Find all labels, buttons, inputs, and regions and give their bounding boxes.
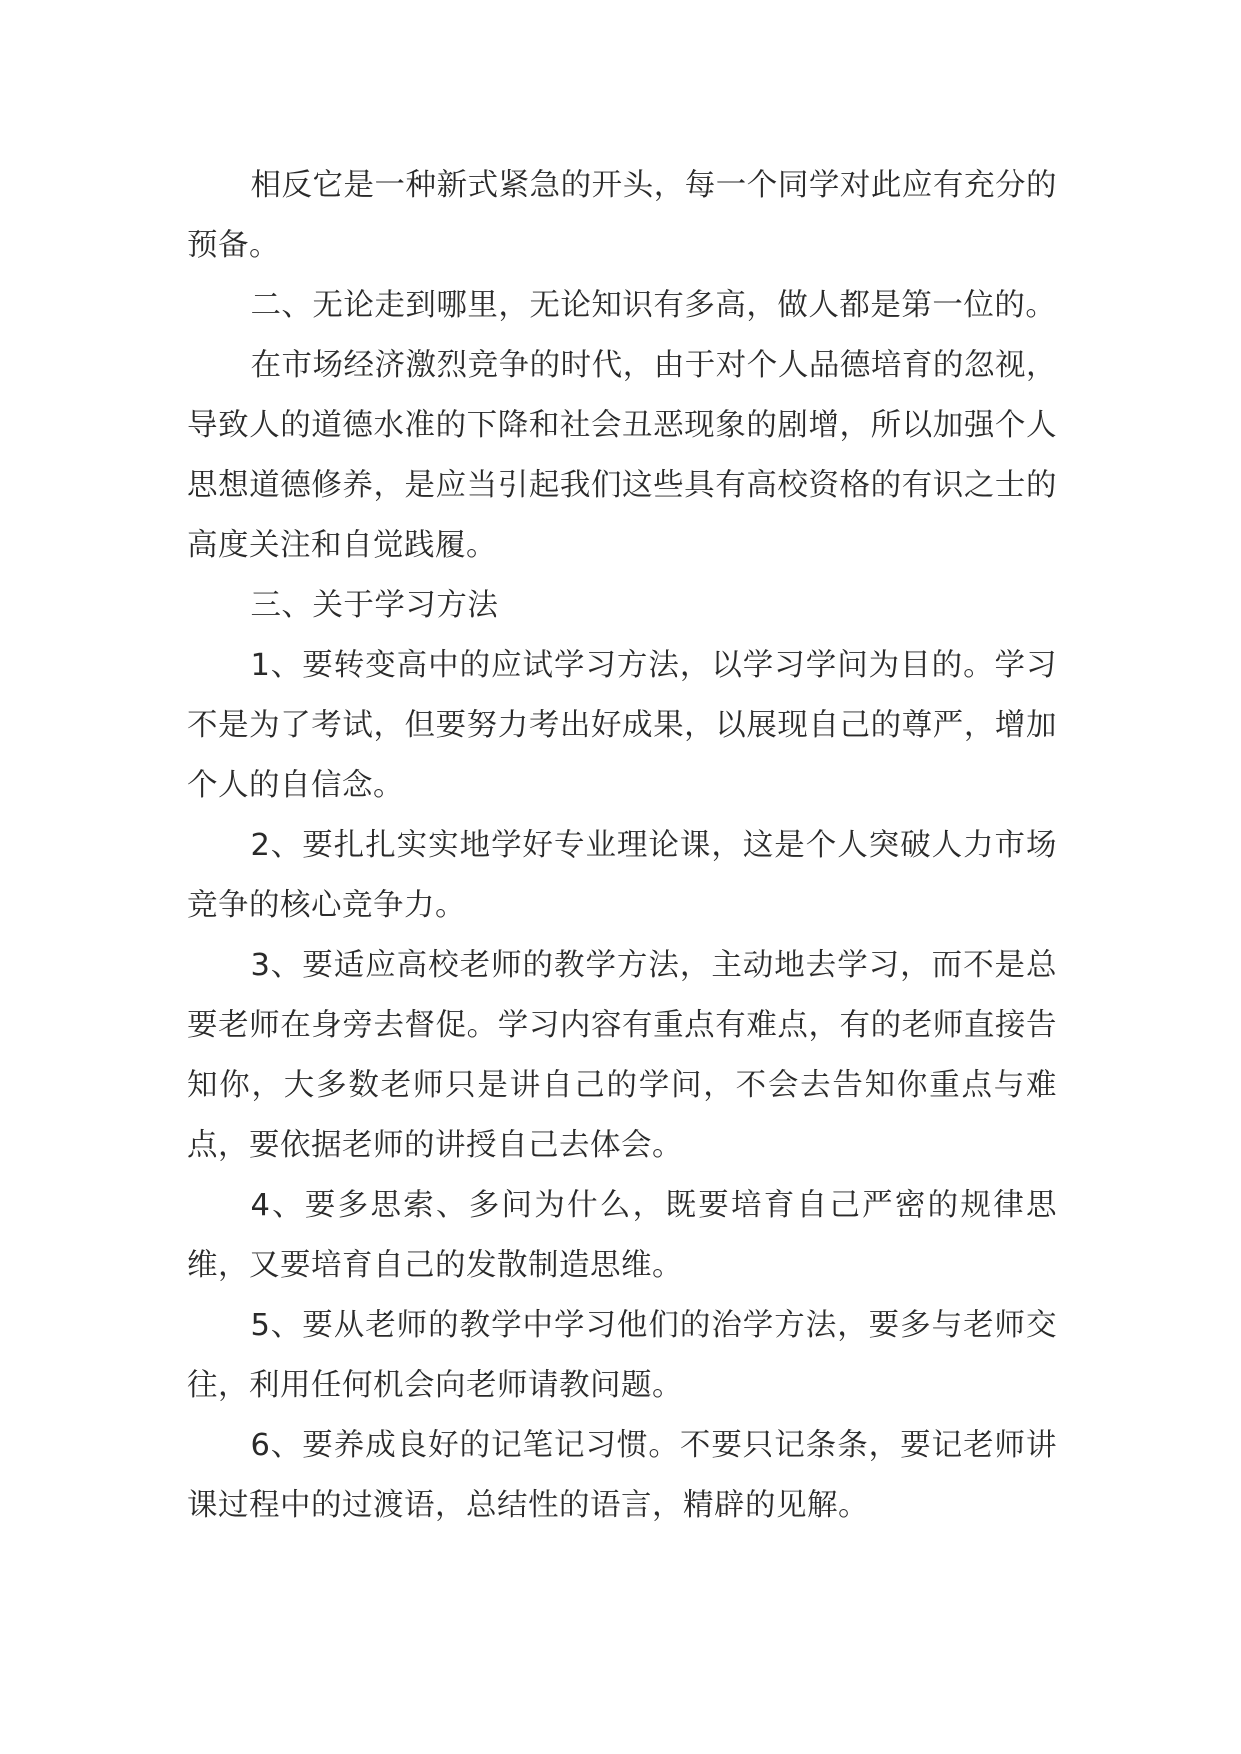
- list-item-1: 1、要转变高中的应试学习方法，以学习学问为目的。学习不是为了考试，但要努力考出好成果，以展现自己的尊严，增加个人的自信念。: [187, 648, 1057, 803]
- paragraph-morality: 在市场经济激烈竞争的时代，由于对个人品德培育的忽视，导致人的道德水准的下降和社会丑恶现象的剧增，所以加强个人思想道德修养，是应当引起我们这些具有高校资格的有识之士的高度关注和自觉践履。: [187, 348, 1057, 563]
- list-item-6: 6、要养成良好的记笔记习惯。不要只记条条，要记老师讲课过程中的过渡语，总结性的语言，精辟的见解。: [187, 1428, 1057, 1523]
- list-item-4: 4、要多思索、多问为什么，既要培育自己严密的规律思维，又要培育自己的发散制造思维。: [187, 1188, 1057, 1283]
- list-item-3: 3、要适应高校老师的教学方法，主动地去学习，而不是总要老师在身旁去督促。学习内容有重点有难点，有的老师直接告知你，大多数老师只是讲自己的学问，不会去告知你重点与难点，要依据老师的讲授自己去体会。: [187, 948, 1057, 1163]
- list-item-5: 5、要从老师的教学中学习他们的治学方法，要多与老师交往，利用任何机会向老师请教问题。: [187, 1308, 1057, 1403]
- section-heading-3: 三、关于学习方法: [250, 588, 499, 623]
- document-body: [187, 156, 1057, 1536]
- list-item-2: 2、要扎扎实实地学好专业理论课，这是个人突破人力市场竞争的核心竞争力。: [187, 828, 1057, 923]
- section-heading-2: 二、无论走到哪里，无论知识有多高，做人都是第一位的。: [250, 288, 1057, 323]
- paragraph-continuation: 相反它是一种新式紧急的开头，每一个同学对此应有充分的预备。: [187, 168, 1057, 263]
